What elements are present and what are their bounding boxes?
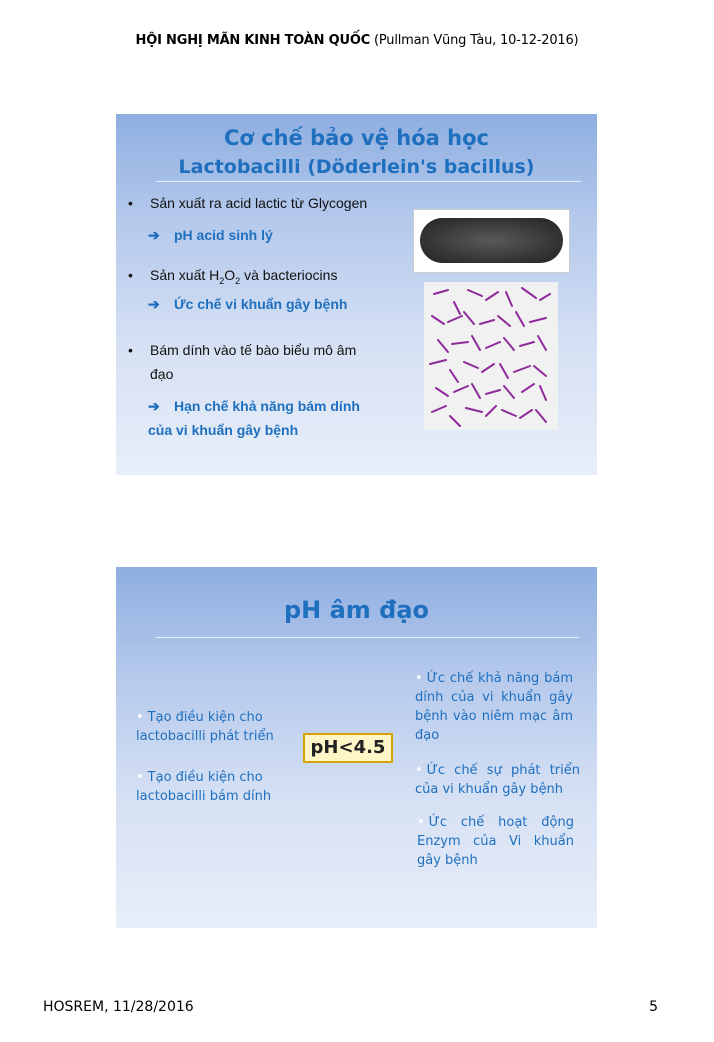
sub-bullet-text: Ức chế vi khuẩn gây bệnh	[174, 296, 348, 312]
bullet-icon: •	[136, 770, 144, 785]
slide1-title	[116, 124, 597, 182]
electron-micrograph-image	[413, 209, 570, 273]
right-item	[415, 669, 573, 745]
gram-stain-rods	[424, 282, 558, 430]
slide2-title: pH âm đạo	[283, 596, 430, 624]
sub-bullet	[148, 227, 273, 244]
bullet-text: và bacteriocins	[240, 267, 338, 283]
subscript: 2	[219, 275, 225, 286]
right-item	[415, 761, 580, 799]
ph-threshold-box: pH<4.5	[303, 733, 393, 763]
bullet-text: O	[224, 267, 236, 283]
sub-bullet	[148, 296, 347, 313]
sub-bullet-text: Hạn chế khả năng bám dính	[174, 398, 360, 414]
subscript: 2	[235, 275, 241, 286]
gram-stain-micrograph-image	[424, 282, 558, 430]
left-item-text: lactobacilli bám dính	[136, 789, 272, 804]
slide-lactobacilli	[116, 114, 597, 475]
sub-bullet-text: của vi khuẩn gây bệnh	[148, 422, 299, 438]
left-item	[136, 708, 296, 746]
conference-venue-date: (Pullman Vũng Tàu, 10-12-2016)	[370, 33, 579, 48]
slide1-title-line1: Cơ chế bảo vệ hóa học	[224, 126, 489, 150]
bullet-icon: •	[128, 195, 133, 211]
bullet-text: Sản xuất H	[150, 267, 220, 283]
arrow-right-icon: ➔	[148, 227, 160, 243]
right-item	[417, 813, 574, 870]
bullet-icon: •	[417, 815, 425, 830]
right-item-text: Ức chế khả năng bám dính của vi khuẩn gây bệnh vào niêm mạc âm đạo	[415, 671, 573, 743]
slide-vaginal-ph	[116, 567, 597, 928]
sub-bullet	[148, 394, 360, 442]
title-divider	[156, 637, 579, 638]
bullet-item	[128, 195, 367, 211]
title-divider	[156, 181, 581, 182]
bullet-text: Sản xuất ra acid lactic từ Glycogen	[150, 195, 368, 211]
footer-date: HOSREM, 11/28/2016	[43, 999, 194, 1015]
bacillus-rod-shape	[420, 218, 563, 263]
conference-title: HỘI NGHỊ MÃN KINH TOÀN QUỐC	[135, 33, 371, 48]
right-item-text: Ức chế sự phát triển của vi khuẩn gây bệnh	[415, 763, 580, 797]
bullet-icon: •	[128, 267, 133, 283]
arrow-right-icon: ➔	[148, 296, 160, 312]
page-header	[0, 33, 714, 48]
bullet-icon: •	[415, 671, 423, 686]
left-item-text: Tạo điều kiện cho	[147, 710, 263, 725]
slide1-title-line2: Lactobacilli (Döderlein's bacillus)	[178, 156, 535, 178]
bullet-item	[128, 338, 356, 386]
bullet-text: Bám dính vào tế bào biểu mô âm	[150, 342, 357, 358]
bullet-icon: •	[128, 342, 133, 358]
left-item	[136, 768, 296, 806]
arrow-right-icon: ➔	[148, 398, 160, 414]
sub-bullet-text: pH acid sinh lý	[174, 227, 273, 243]
bullet-text: đạo	[150, 366, 174, 382]
bullet-icon: •	[136, 710, 144, 725]
left-item-text: Tạo điều kiện cho	[147, 770, 263, 785]
bullet-icon: •	[415, 763, 423, 778]
left-item-text: lactobacilli phát triển	[136, 729, 274, 744]
right-item-text: Ức chế hoạt động Enzym của Vi khuẩn gây bệnh	[417, 815, 574, 868]
page-number: 5	[649, 999, 658, 1015]
bullet-item	[128, 267, 337, 286]
